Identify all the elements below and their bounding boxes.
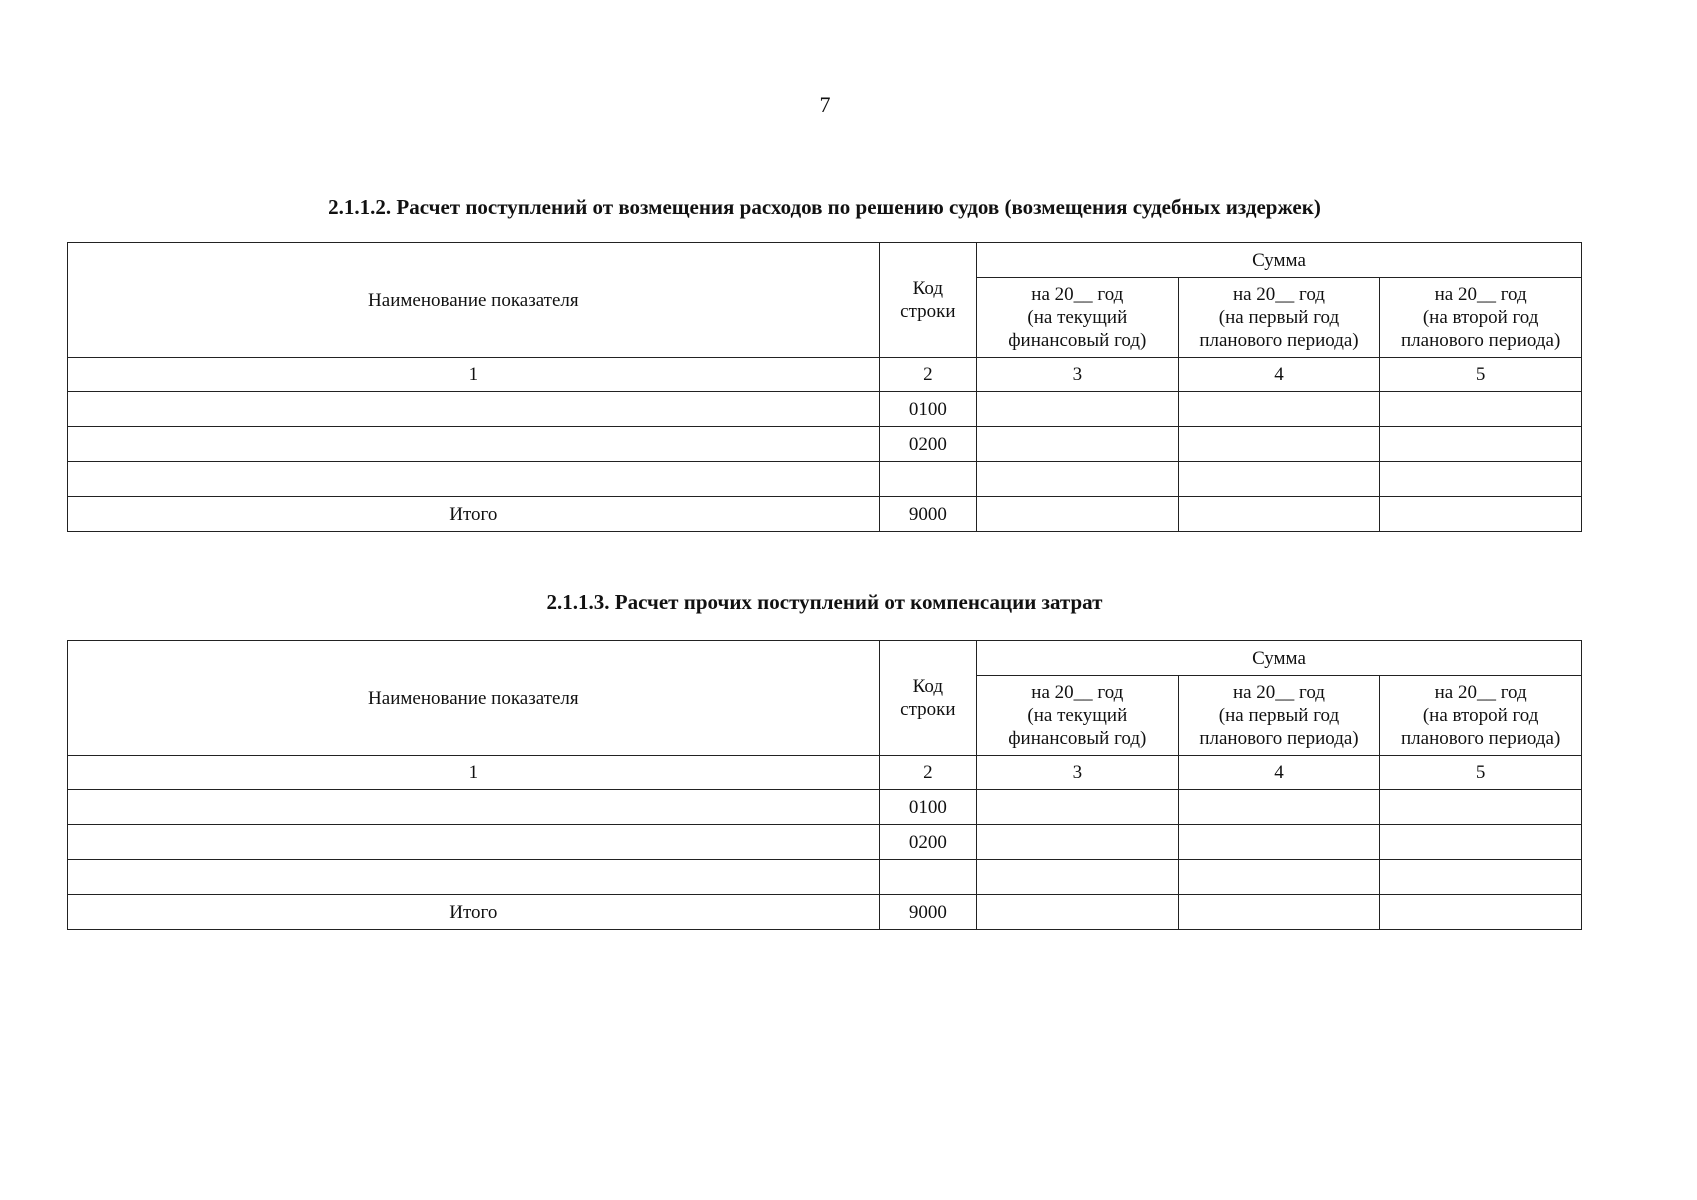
section-title-2-1-1-3: 2.1.1.3. Расчет прочих поступлений от компенсации затрат [546,590,1103,614]
indicator-name-cell[interactable] [68,427,880,462]
header-row-code-line: строки [900,301,956,322]
page-number: 7 [819,92,831,117]
sum-cell[interactable] [1178,462,1380,497]
header-line: на 20__ год [1232,682,1325,703]
header-row-code-line: Код [912,278,943,299]
row-code-cell [879,462,976,497]
header-first-plan-year [1178,676,1380,756]
sum-cell[interactable] [1178,392,1380,427]
header-current-year [976,278,1178,358]
header-row-code [879,641,976,756]
header-line: (на второй год [1422,307,1539,328]
column-number: 5 [1380,756,1582,790]
header-line: на 20__ год [1434,284,1527,305]
header-line: планового периода) [1199,330,1359,351]
header-line: (на первый год [1218,705,1340,726]
table-row [68,462,1582,497]
column-number: 4 [1178,756,1380,790]
sum-cell[interactable] [1380,790,1582,825]
total-label: Итого [68,497,880,532]
header-row-code [879,243,976,358]
sum-cell[interactable] [1380,497,1582,532]
table-row [68,790,1582,825]
sum-cell[interactable] [1380,895,1582,930]
header-indicator-name: Наименование показателя [68,243,880,358]
indicator-name-cell[interactable] [68,462,880,497]
row-code-cell: 0100 [879,392,976,427]
row-code-cell: 0200 [879,825,976,860]
header-line: (на первый год [1218,307,1340,328]
column-number: 5 [1380,358,1582,392]
column-number: 2 [879,756,976,790]
sum-cell[interactable] [1178,825,1380,860]
row-code-cell: 0100 [879,790,976,825]
indicator-name-cell[interactable] [68,790,880,825]
header-line: на 20__ год [1434,682,1527,703]
header-first-plan-year [1178,278,1380,358]
header-line: (на текущий [1027,307,1128,328]
cost-compensation-table [67,640,1582,930]
indicator-name-cell[interactable] [68,825,880,860]
sum-cell[interactable] [976,497,1178,532]
sum-cell[interactable] [1380,825,1582,860]
sum-cell[interactable] [976,895,1178,930]
header-sum: Сумма [976,641,1581,676]
column-number: 1 [68,756,880,790]
column-number: 3 [976,358,1178,392]
sum-cell[interactable] [976,392,1178,427]
header-line: финансовый год) [1008,330,1147,351]
header-sum: Сумма [976,243,1581,278]
section-title-2-1-1-2: 2.1.1.2. Расчет поступлений от возмещения расходов по решению судов (возмещения судебных издержек) [328,195,1321,219]
court-costs-table [67,242,1582,532]
header-row-code-line: строки [900,699,956,720]
header-line: планового периода) [1400,728,1561,749]
row-code-cell: 0200 [879,427,976,462]
column-number: 2 [879,358,976,392]
sum-cell[interactable] [976,825,1178,860]
column-number: 1 [68,358,880,392]
sum-cell[interactable] [1178,790,1380,825]
header-line: (на второй год [1422,705,1539,726]
column-number-row [68,358,1582,392]
sum-cell[interactable] [1178,860,1380,895]
header-line: планового периода) [1400,330,1561,351]
header-current-year [976,676,1178,756]
sum-cell[interactable] [976,860,1178,895]
total-row [68,497,1582,532]
table-row [68,427,1582,462]
header-line: (на текущий [1027,705,1128,726]
column-number: 4 [1178,358,1380,392]
header-line: на 20__ год [1031,682,1124,703]
header-line: финансовый год) [1008,728,1147,749]
sum-cell[interactable] [1178,427,1380,462]
sum-cell[interactable] [1380,427,1582,462]
sum-cell[interactable] [976,427,1178,462]
sum-cell[interactable] [1380,462,1582,497]
sum-cell[interactable] [1380,392,1582,427]
column-number: 3 [976,756,1178,790]
indicator-name-cell[interactable] [68,392,880,427]
header-second-plan-year [1380,676,1582,756]
header-line: планового периода) [1199,728,1359,749]
header-second-plan-year [1380,278,1582,358]
row-code-cell [879,860,976,895]
header-line: на 20__ год [1232,284,1325,305]
table-row [68,392,1582,427]
total-code: 9000 [879,895,976,930]
indicator-name-cell[interactable] [68,860,880,895]
header-indicator-name: Наименование показателя [68,641,880,756]
sum-cell[interactable] [976,462,1178,497]
total-code: 9000 [879,497,976,532]
sum-cell[interactable] [976,790,1178,825]
sum-cell[interactable] [1380,860,1582,895]
column-number-row [68,756,1582,790]
sum-cell[interactable] [1178,895,1380,930]
header-row-code-line: Код [912,676,943,697]
total-label: Итого [68,895,880,930]
table-row [68,860,1582,895]
table-row [68,825,1582,860]
sum-cell[interactable] [1178,497,1380,532]
total-row [68,895,1582,930]
header-line: на 20__ год [1031,284,1124,305]
